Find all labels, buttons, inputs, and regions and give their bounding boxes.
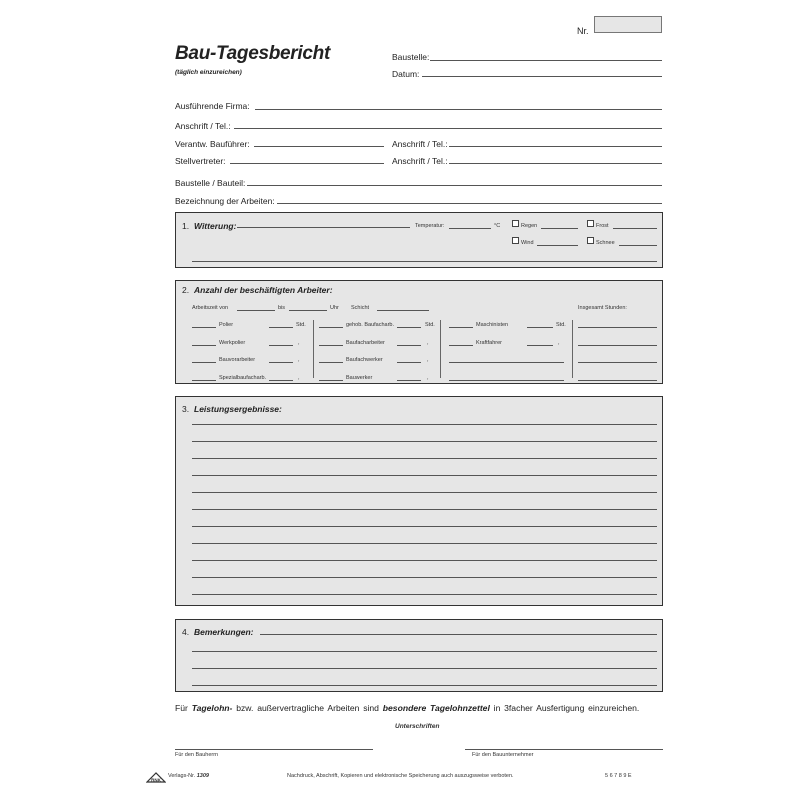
- witterung-number: 1.: [182, 221, 190, 231]
- page-subtitle: (täglich einzureichen): [175, 69, 242, 76]
- spezial-field[interactable]: [192, 380, 216, 381]
- leistung-line[interactable]: [192, 475, 657, 476]
- leistung-line[interactable]: [192, 509, 657, 510]
- wind-checkbox[interactable]: [512, 237, 519, 244]
- verlag-nr-label: Verlags-Nr.: [168, 773, 196, 779]
- bauvorarbeiter-field[interactable]: [192, 362, 216, 363]
- leistung-line[interactable]: [192, 424, 657, 425]
- col3-extra-1[interactable]: [449, 362, 564, 363]
- baufachwerker-field[interactable]: [319, 362, 343, 363]
- anschrift-label: Anschrift / Tel.:: [175, 121, 231, 131]
- leistung-line[interactable]: [192, 441, 657, 442]
- verlag-nr: [168, 773, 209, 780]
- footer-note-tagelohn: Tagelohn-: [191, 703, 233, 713]
- nr-input[interactable]: [594, 16, 662, 33]
- gehob-std-label: Std.: [425, 322, 435, 328]
- bauvorarbeiter-label: Bauvorarbeiter: [219, 357, 256, 363]
- footer-note-pre: Für: [175, 703, 188, 713]
- spezial-comma: ,: [298, 375, 300, 381]
- bauvorarbeiter-comma: ,: [298, 357, 300, 363]
- leistung-line[interactable]: [192, 577, 657, 578]
- arbeiter-divider-2: [440, 320, 441, 378]
- wind-label: Wind: [521, 240, 534, 246]
- spezial-std-field[interactable]: [269, 380, 293, 381]
- report-form-page: [127, 0, 670, 800]
- bemerkungen-line[interactable]: [260, 634, 657, 635]
- baufachwerker-comma: ,: [427, 357, 429, 363]
- footer-note-post: in 3facher Ausfertigung einzureichen.: [493, 703, 640, 713]
- regen-field[interactable]: [541, 228, 578, 229]
- publisher-logo: [146, 770, 166, 781]
- gehob-field[interactable]: [319, 327, 343, 328]
- baufacharbeiter-comma: ,: [427, 340, 429, 346]
- polier-label: Polier: [219, 322, 234, 328]
- bezeichnung-field[interactable]: [277, 203, 662, 204]
- bauwerker-field[interactable]: [319, 380, 343, 381]
- bemerkungen-line[interactable]: [192, 685, 657, 686]
- maschinisten-std-label: Std.: [556, 322, 566, 328]
- arbeiter-section: [175, 280, 663, 384]
- insgesamt-line-1[interactable]: [578, 327, 657, 328]
- firma-field[interactable]: [255, 109, 662, 110]
- leistung-line[interactable]: [192, 560, 657, 561]
- witterung-field[interactable]: [237, 227, 410, 228]
- baufacharbeiter-label: Baufacharbeiter: [346, 340, 385, 346]
- anschrift3-field[interactable]: [449, 163, 662, 164]
- gehob-label: gehob. Baufacharb.: [346, 322, 395, 328]
- bemerkungen-number: 4.: [182, 627, 190, 637]
- temperatur-label: Temperatur:: [415, 223, 445, 229]
- leistung-line[interactable]: [192, 594, 657, 595]
- leistung-lines: [192, 424, 657, 604]
- insgesamt-label: Insgesamt Stunden:: [578, 305, 627, 311]
- arbeitszeit-von-field[interactable]: [237, 310, 275, 311]
- anschrift2-label: Anschrift / Tel.:: [392, 139, 448, 149]
- bezeichnung-label: Bezeichnung der Arbeiten:: [175, 196, 275, 206]
- arbeiter-divider-3: [572, 320, 573, 378]
- leistung-line[interactable]: [192, 543, 657, 544]
- stellvertreter-label: Stellvertreter:: [175, 156, 226, 166]
- maschinisten-field[interactable]: [449, 327, 473, 328]
- unternehmer-signature-line[interactable]: [465, 749, 663, 750]
- leistung-number: 3.: [182, 404, 190, 414]
- kraftfahrer-comma: ,: [558, 340, 560, 346]
- baufachwerker-label: Baufachwerker: [346, 357, 383, 363]
- leistung-title: Leistungsergebnisse:: [194, 404, 282, 414]
- anschrift3-label: Anschrift / Tel.:: [392, 156, 448, 166]
- leistung-line[interactable]: [192, 492, 657, 493]
- bauherrn-label: Für den Bauherrn: [175, 752, 219, 758]
- spezial-label: Spezialbaufacharb.: [219, 375, 267, 381]
- copyright-note: Nachdruck, Abschrift, Kopieren und elektronische Speicherung auch auszugsweise verboten.: [287, 773, 514, 779]
- polier-field[interactable]: [192, 327, 216, 328]
- schnee-field[interactable]: [619, 245, 657, 246]
- stellvertreter-field[interactable]: [230, 163, 384, 164]
- arbeiter-number: 2.: [182, 285, 190, 295]
- polier-std-field[interactable]: [269, 327, 293, 328]
- bis-label: bis: [278, 305, 286, 311]
- leistung-line[interactable]: [192, 526, 657, 527]
- maschinisten-std-field[interactable]: [527, 327, 553, 328]
- schicht-field[interactable]: [377, 310, 429, 311]
- regen-label: Regen: [521, 223, 538, 229]
- frost-label: Frost: [596, 223, 609, 229]
- werkpolier-field[interactable]: [192, 345, 216, 346]
- bemerkungen-line[interactable]: [192, 668, 657, 669]
- col3-extra-2[interactable]: [449, 380, 564, 381]
- schnee-checkbox[interactable]: [587, 237, 594, 244]
- werkpolier-label: Werkpolier: [219, 340, 246, 346]
- baufachwerker-std-field[interactable]: [397, 362, 421, 363]
- baustelle-field[interactable]: [430, 60, 662, 61]
- arbeitszeit-label: Arbeitszeit von: [192, 305, 229, 311]
- bemerkungen-title: Bemerkungen:: [194, 627, 254, 637]
- kraftfahrer-std-field[interactable]: [527, 345, 553, 346]
- unterschriften-label: Unterschriften: [395, 723, 440, 730]
- bemerkungen-line[interactable]: [192, 651, 657, 652]
- insgesamt-line-3[interactable]: [578, 362, 657, 363]
- witterung-title: Witterung:: [194, 221, 237, 231]
- bauwerker-label: Bauwerker: [346, 375, 373, 381]
- anschrift-field[interactable]: [234, 128, 662, 129]
- schnee-label: Schnee: [596, 240, 615, 246]
- arbeitszeit-bis-field[interactable]: [289, 310, 327, 311]
- frost-field[interactable]: [613, 228, 657, 229]
- bauteil-label: Baustelle / Bauteil:: [175, 178, 246, 188]
- page-title: Bau-Tagesbericht: [175, 43, 330, 64]
- leistung-line[interactable]: [192, 458, 657, 459]
- werkpolier-comma: ,: [298, 340, 300, 346]
- frost-checkbox[interactable]: [587, 220, 594, 227]
- bauführer-label: Verantw. Bauführer:: [175, 139, 250, 149]
- arbeiter-divider-1: [313, 320, 314, 378]
- form-code: 5 6 7 8 9 E: [605, 773, 632, 779]
- kraftfahrer-field[interactable]: [449, 345, 473, 346]
- baufacharbeiter-std-field[interactable]: [397, 345, 421, 346]
- svg-text:RNK: RNK: [151, 777, 161, 783]
- arbeiter-title: Anzahl der beschäftigten Arbeiter:: [194, 285, 333, 295]
- insgesamt-line-4[interactable]: [578, 380, 657, 381]
- datum-label: Datum:: [392, 69, 420, 79]
- schicht-label: Schicht: [351, 305, 370, 311]
- footer-note: [175, 703, 639, 713]
- bauherrn-signature-line[interactable]: [175, 749, 373, 750]
- unternehmer-label: Für den Bauunternehmer: [472, 752, 534, 758]
- nr-label: Nr.: [577, 26, 589, 36]
- datum-field[interactable]: [422, 76, 662, 77]
- kraftfahrer-label: Kraftfahrer: [476, 340, 502, 346]
- baustelle-label: Baustelle:: [392, 52, 430, 62]
- werkpolier-std-field[interactable]: [269, 345, 293, 346]
- firma-label: Ausführende Firma:: [175, 101, 250, 111]
- temperatur-field[interactable]: [449, 228, 491, 229]
- insgesamt-line-2[interactable]: [578, 345, 657, 346]
- bauwerker-comma: ,: [427, 375, 429, 381]
- regen-checkbox[interactable]: [512, 220, 519, 227]
- anschrift2-field[interactable]: [449, 146, 662, 147]
- bauwerker-std-field[interactable]: [397, 380, 421, 381]
- footer-note-tagelohnzettel: besondere Tagelohnzettel: [382, 703, 490, 713]
- wind-field[interactable]: [537, 245, 578, 246]
- polier-std-label: Std.: [296, 322, 306, 328]
- verlag-nr-value: 1309: [196, 773, 209, 779]
- baufacharbeiter-field[interactable]: [319, 345, 343, 346]
- bauteil-field[interactable]: [247, 185, 662, 186]
- bauvorarbeiter-std-field[interactable]: [269, 362, 293, 363]
- gehob-std-field[interactable]: [397, 327, 421, 328]
- maschinisten-label: Maschinisten: [476, 322, 509, 328]
- bauführer-field[interactable]: [254, 146, 384, 147]
- footer-note-mid: bzw. außervertragliche Arbeiten sind: [236, 703, 379, 713]
- witterung-extra-line[interactable]: [192, 261, 657, 262]
- uhr-label: Uhr: [330, 305, 339, 311]
- celsius-unit: °C: [494, 223, 501, 229]
